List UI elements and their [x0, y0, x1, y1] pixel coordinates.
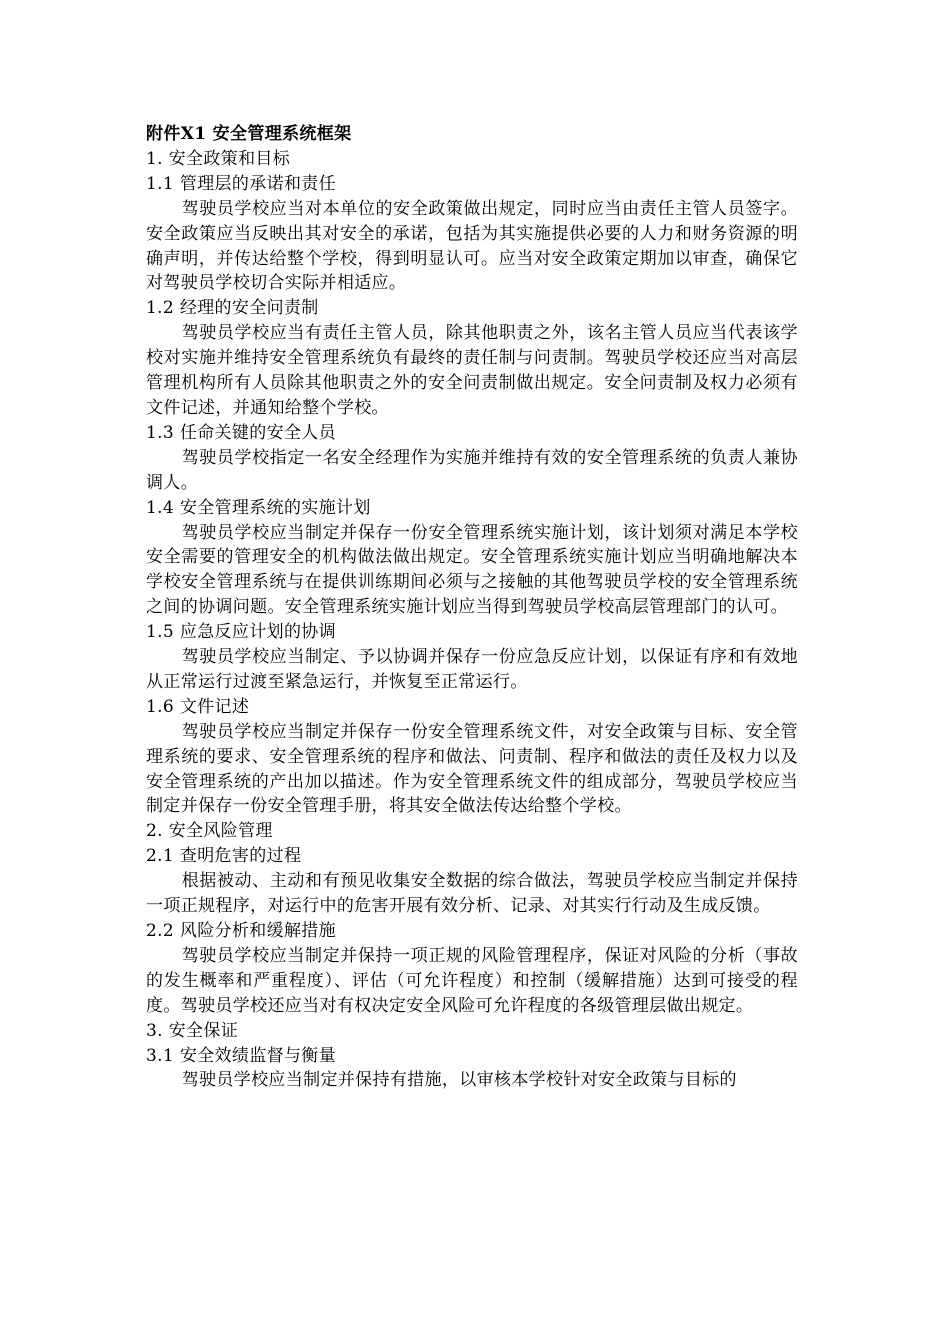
section-1-3-heading: 1.3 任命关键的安全人员 — [146, 422, 336, 443]
section-3-heading: 3. 安全保证 — [146, 1020, 239, 1041]
section-3-1-heading: 3.1 安全效绩监督与衡量 — [146, 1045, 336, 1066]
section-1-6-text: 驾驶员学校应当制定并保存一份安全管理系统文件，对安全政策与目标、安全管理系统的要求、安全管理系统的程序和做法、问责制、程序和做法的责任及权力以及安全管理系统的产出加以描述。作为安全管理系统文件的组成部分，驾驶员学校应当制定并保存一份安全管理手册，将其安全做法传达给整个学校。 — [146, 721, 798, 817]
section-1-2-heading: 1.2 经理的安全问责制 — [146, 298, 319, 319]
section-2-2-text: 驾驶员学校应当制定并保持一项正规的风险管理程序，保证对风险的分析（事故的发生概率和严重程度）、评估（可允许程度）和控制（缓解措施）达到可接受的程度。驾驶员学校还应当对有权决定安全风险可允许程度的各级管理层做出规定。 — [146, 945, 798, 1016]
section-1-4-heading: 1.4 安全管理系统的实施计划 — [146, 497, 371, 518]
section-3-1-text: 驾驶员学校应当制定并保持有措施，以审核本学校针对安全政策与目标的 — [181, 1070, 737, 1091]
section-1-3-text: 驾驶员学校指定一名安全经理作为实施并维持有效的安全管理系统的负责人兼协调人。 — [146, 447, 798, 493]
section-2-1-text: 根据被动、主动和有预见收集安全数据的综合做法，驾驶员学校应当制定并保持一项正规程序，对运行中的危害开展有效分析、记录、对其实行行动及生成反馈。 — [146, 871, 798, 917]
section-2-2-heading: 2.2 风险分析和缓解措施 — [146, 921, 336, 941]
section-1-5-text: 驾驶员学校应当制定、予以协调并保存一份应急反应计划，以保证有序和有效地从正常运行过渡至紧急运行，并恢复至正常运行。 — [146, 647, 798, 692]
section-1-5-heading: 1.5 应急反应计划的协调 — [146, 622, 336, 643]
document-body — [146, 147, 798, 1093]
section-1-heading: 1. 安全政策和目标 — [146, 148, 291, 169]
section-2-heading: 2. 安全风险管理 — [146, 821, 273, 842]
section-1-1-text: 驾驶员学校应当对本单位的安全政策做出规定，同时应当由责任主管人员签字。安全政策应当反映出其对安全的承诺，包括为其实施提供必要的人力和财务资源的明确声明，并传达给整个学校，得到明显认可。应当对安全政策定期加以审查，确保它对驾驶员学校切合实际并相适应。 — [146, 198, 798, 294]
document-title: 附件X1 安全管理系统框架 — [146, 124, 352, 144]
section-1-6-heading: 1.6 文件记述 — [146, 696, 250, 717]
section-1-1-heading: 1.1 管理层的承诺和责任 — [146, 173, 336, 194]
section-1-2-text: 驾驶员学校应当有责任主管人员，除其他职责之外，该名主管人员应当代表该学校对实施并维持安全管理系统负有最终的责任制与问责制。驾驶员学校还应当对高层管理机构所有人员除其他职责之外的安全问责制做出规定。安全问责制及权力必须有文件记述，并通知给整个学校。 — [146, 323, 798, 418]
section-2-1-heading: 2.1 查明危害的过程 — [146, 846, 302, 867]
document-page — [146, 122, 798, 1093]
section-1-4-text: 驾驶员学校应当制定并保存一份安全管理系统实施计划，该计划须对满足本学校安全需要的管理安全的机构做法做出规定。安全管理系统实施计划应当明确地解决本学校安全管理系统与在提供训练期间必须与之接触的其他驾驶员学校的安全管理系统之间的协调问题。安全管理系统实施计划应当得到驾驶员学校高层管理部门的认可。 — [146, 522, 798, 618]
